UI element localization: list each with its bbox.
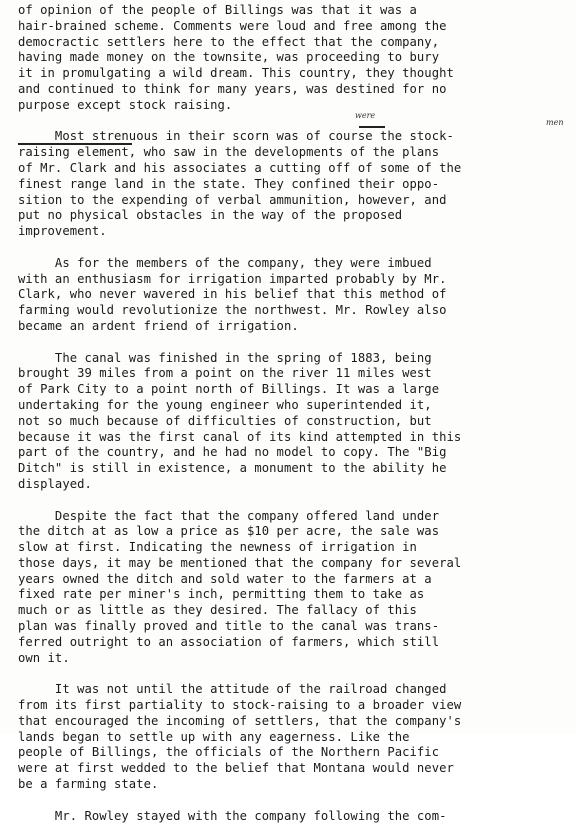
text-line: fixed rate per miner's inch, permitting them to take as xyxy=(18,587,425,602)
text-line: The canal was finished in the spring of 1883, being xyxy=(18,350,432,365)
text-line: the ditch at as low a price as $10 per acre, the sale was xyxy=(18,524,440,539)
text-line: that encouraged the incoming of settlers, that the company's xyxy=(18,713,462,728)
text-line: Mr. Rowley stayed with the company following the com- xyxy=(18,808,447,823)
text-line: undertaking for the young engineer who superintended it, xyxy=(18,397,432,412)
text-line: ferred outright to an association of farmers, which still xyxy=(18,634,440,649)
text-line: because it was the first canal of its kind attempted in this xyxy=(18,429,462,444)
text-line: and continued to think for many years, was destined for no xyxy=(18,81,447,96)
text-line: lands began to settle up with any eagerness. Like the xyxy=(18,729,410,744)
text-line: Despite the fact that the company offered land under xyxy=(18,508,440,523)
text-line: much or as little as they desired. The fallacy of this xyxy=(18,603,417,618)
text-line: people of Billings, the officials of the Northern Pacific xyxy=(18,745,440,760)
text-line: As for the members of the company, they were imbued xyxy=(18,255,432,270)
handwritten-annotation-men: men xyxy=(546,118,564,127)
text-line: slow at first. Indicating the newness of irrigation in xyxy=(18,540,417,555)
text-line: those days, it may be mentioned that the company for several xyxy=(18,555,462,570)
text-line: hair-brained scheme. Comments were loud and free among the xyxy=(18,18,447,33)
text-line: not so much because of difficulties of construction, but xyxy=(18,413,432,428)
text-line: part of the country, and he had no model to copy. The "Big xyxy=(18,445,447,460)
text-line: improvement. xyxy=(18,224,107,239)
text-line: Clark, who never wavered in his belief that this method of xyxy=(18,287,447,302)
text-line: Most strenuous in their scorn was of course the stock- xyxy=(18,129,454,144)
text-line: finest range land in the state. They confined their oppo- xyxy=(18,176,440,191)
text-line: it in promulgating a wild dream. This country, they thought xyxy=(18,66,454,81)
text-line: were at first wedded to the belief that Montana would never xyxy=(18,761,454,776)
text-line: put no physical obstacles in the way of the proposed xyxy=(18,208,403,223)
paragraph-gap xyxy=(18,240,570,256)
text-line: from its first partiality to stock-raising to a broader view xyxy=(18,698,462,713)
text-line: displayed. xyxy=(18,476,92,491)
text-line: plan was finally proved and title to the canal was trans- xyxy=(18,619,440,634)
text-line: own it. xyxy=(18,650,70,665)
text-line: became an ardent friend of irrigation. xyxy=(18,318,299,333)
text-line: purpose except stock raising. xyxy=(18,97,233,112)
strikethrough-raising-element xyxy=(18,143,132,145)
text-line: with an enthusiasm for irrigation imparted probably by Mr. xyxy=(18,271,447,286)
text-line: raising element, who saw in the developments of the plans xyxy=(18,145,440,160)
paragraph-gap xyxy=(18,335,570,351)
strikethrough-was xyxy=(359,126,385,128)
text-line: democractic settlers here to the effect that the company, xyxy=(18,34,440,49)
text-line: farming would revolutionize the northwest. Mr. Rowley also xyxy=(18,303,447,318)
text-line: Ditch" is still in existence, a monument to the ability he xyxy=(18,461,447,476)
text-line: of Mr. Clark and his associates a cutting off of some of the xyxy=(18,160,462,175)
text-line: be a farming state. xyxy=(18,777,159,792)
text-line: of Park City to a point north of Billings. It was a large xyxy=(18,382,440,397)
paragraph-gap xyxy=(18,114,570,130)
handwritten-annotation-were: were xyxy=(355,111,376,120)
paragraph-gap xyxy=(18,793,570,809)
text-line: having made money on the townsite, was proceeding to bury xyxy=(18,50,440,65)
text-line: sition to the expending of verbal ammunition, however, and xyxy=(18,192,447,207)
text-line: of opinion of the people of Billings was that it was a xyxy=(18,3,417,17)
document-body xyxy=(18,3,570,824)
text-line: brought 39 miles from a point on the river 11 miles west xyxy=(18,366,432,381)
text-line: It was not until the attitude of the railroad changed xyxy=(18,682,447,697)
paragraph-gap xyxy=(18,493,570,509)
text-line: years owned the ditch and sold water to the farmers at a xyxy=(18,571,432,586)
paragraph-gap xyxy=(18,666,570,682)
